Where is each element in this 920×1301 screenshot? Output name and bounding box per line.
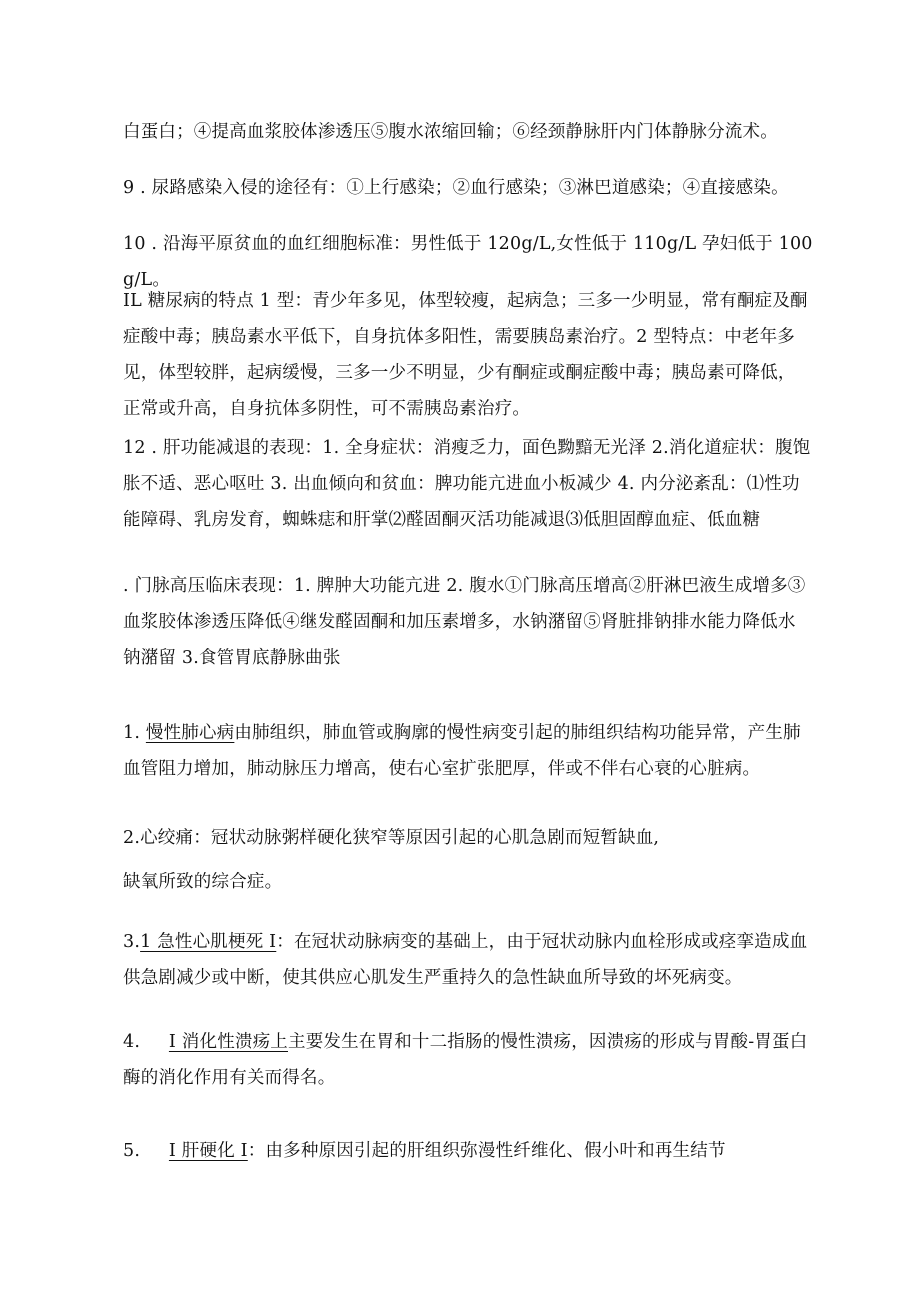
paragraph-peptic-ulcer [123,1024,813,1096]
term-myocardial-infarction: 1 急性心肌梗死 I [140,932,277,952]
definition-text: 主要发生在胃和十二指肠的慢性溃疡，因溃疡的形成与胃酸-胃蛋白酶的消化作用有关而得名。 [123,1032,808,1088]
paragraph-angina: 2.心绞痛：冠状动脉粥样硬化狭窄等原因引起的心肌急剧而短暂缺血, [123,828,660,848]
definition-text: ：由多种原因引起的肝组织弥漫性纤维化、假小叶和再生结节 [247,1141,726,1161]
item-number: 4. [123,1032,169,1052]
paragraph-cor-pulmonale [123,715,813,787]
item-number: 1. [123,723,146,743]
paragraph-uti-routes: 9 . 尿路感染入侵的途径有：①上行感染；②血行感染；③淋巴道感染；④直接感染。 [123,178,789,198]
item-number: 5. [123,1141,169,1161]
paragraph-cirrhosis [123,1133,813,1169]
paragraph-liver-dysfunction: 12 . 肝功能减退的表现：1. 全身症状：消瘦乏力，面色黝黯无光泽 2.消化道症状：腹饱胀不适、恶心呕吐 3. 出血倾向和贫血：脾功能亢进血小板减少 4. 内分泌紊乱：⑴性功能障碍、乳房发育，蜘蛛痣和肝掌⑵醛固酮灭活功能减退⑶低胆固醇血症、低血糖 [123,438,811,530]
term-peptic-ulcer: I 消化性溃疡上 [168,1032,288,1052]
paragraph-ascites-treatment: 白蛋白；④提高血浆胶体渗透压⑤腹水浓缩回输；⑥经颈静脉肝内门体静脉分流术。 [123,122,778,142]
definition-text: 由肺组织，肺血管或胸廓的慢性病变引起的肺组织结构功能异常，产生肺血管阻力增加，肺动脉压力增高，使右心室扩张肥厚，伴或不伴右心衰的心脏病。 [123,723,801,779]
paragraph-diabetes-features: IL 糖尿病的特点 1 型：青少年多见，体型较瘦，起病急；三多一少明显，常有酮症及酮症酸中毒；胰岛素水平低下，自身抗体多阳性，需要胰岛素治疗。2 型特点：中老年多见，体型较胖，起病缓慢，三多一少不明显，少有酮症或酮症酸中毒；胰岛素可降低，正常或升高，自身抗体多阴性，可不需胰岛素治疗。 [123,291,808,419]
item-number: 3. [123,932,141,952]
paragraph-portal-hypertension: . 门脉高压临床表现：1. 脾肿大功能亢进 2. 腹水①门脉高压增高②肝淋巴液生成增多③血浆胶体渗透压降低④继发醛固酮和加压素增多，水钠潴留⑤肾脏排钠排水能力降低水钠潴留 3.食管胃底静脉曲张 [123,576,806,668]
definition-text: ：在冠状动脉病变的基础上，由于冠状动脉内血栓形成或痉挛造成血供急剧减少或中断，使其供应心肌发生严重持久的急性缺血所导致的坏死病变。 [123,932,808,988]
paragraph-angina-cont: 缺氧所致的综合症。 [123,872,283,892]
term-cirrhosis: I 肝硬化 I [168,1141,248,1161]
term-cor-pulmonale: 慢性肺心病 [145,723,235,743]
paragraph-myocardial-infarction [123,924,813,996]
paragraph-anemia-standard: 10 . 沿海平原贫血的血红细胞标准：男性低于 120g/L,女性低于 110g/L 孕妇低于 100g/L。 [123,234,813,290]
